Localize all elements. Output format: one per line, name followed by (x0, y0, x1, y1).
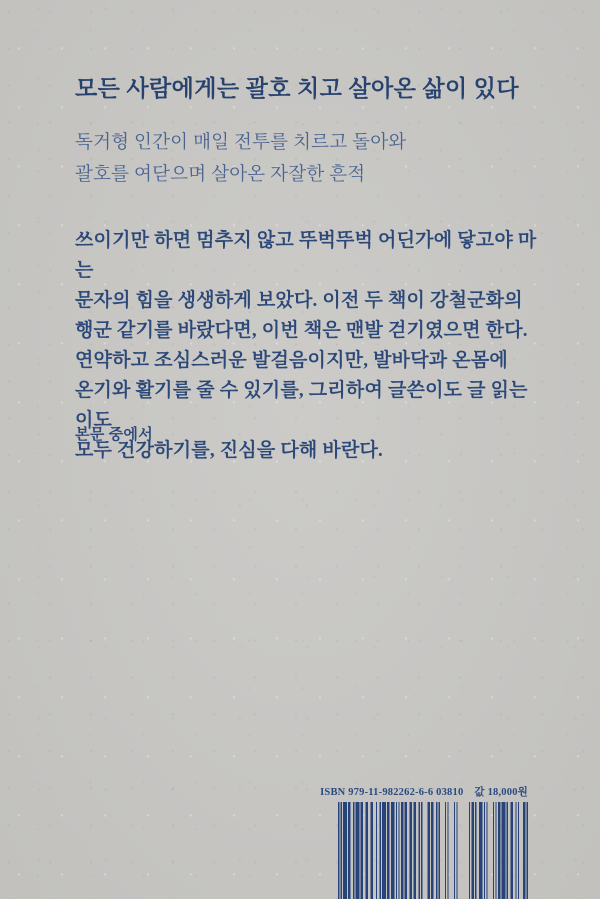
isbn-price-line (320, 784, 528, 799)
quote-line: 연약하고 조심스러운 발걸음이지만, 발바닥과 온몸에 (75, 350, 508, 371)
quote-line: 온기와 활기를 줄 수 있기를, 그리하여 글쓴이도 글 읽는 이도 (75, 380, 528, 431)
quote-line: 행군 같기를 바랐다면, 이번 책은 맨발 걷기였으면 한다. (75, 320, 528, 341)
quote-source: 본문 중에서 (75, 427, 154, 443)
headline: 모든 사람에게는 괄호 치고 살아온 삶이 있다 (75, 76, 520, 101)
quote-line: 모두 건강하기를, 진심을 다해 바란다. (75, 440, 384, 461)
isbn-text: ISBN 979-11-982262-6-6 03810 (320, 787, 464, 798)
price-text: 값 18,000원 (474, 787, 528, 798)
quote-line: 쓰이기만 하면 멈추지 않고 뚜벅뚜벅 어딘가에 닿고야 마는 (75, 230, 537, 281)
subtitle-line: 괄호를 여닫으며 살아온 자잘한 흔적 (75, 165, 366, 185)
subtitle-line: 독거형 인간이 매일 전투를 치르고 돌아와 (75, 133, 407, 153)
isbn-barcode (338, 802, 528, 899)
quote-line: 문자의 힘을 생생하게 보았다. 이전 두 책이 강철군화의 (75, 290, 523, 311)
subtitle-block (75, 127, 535, 191)
